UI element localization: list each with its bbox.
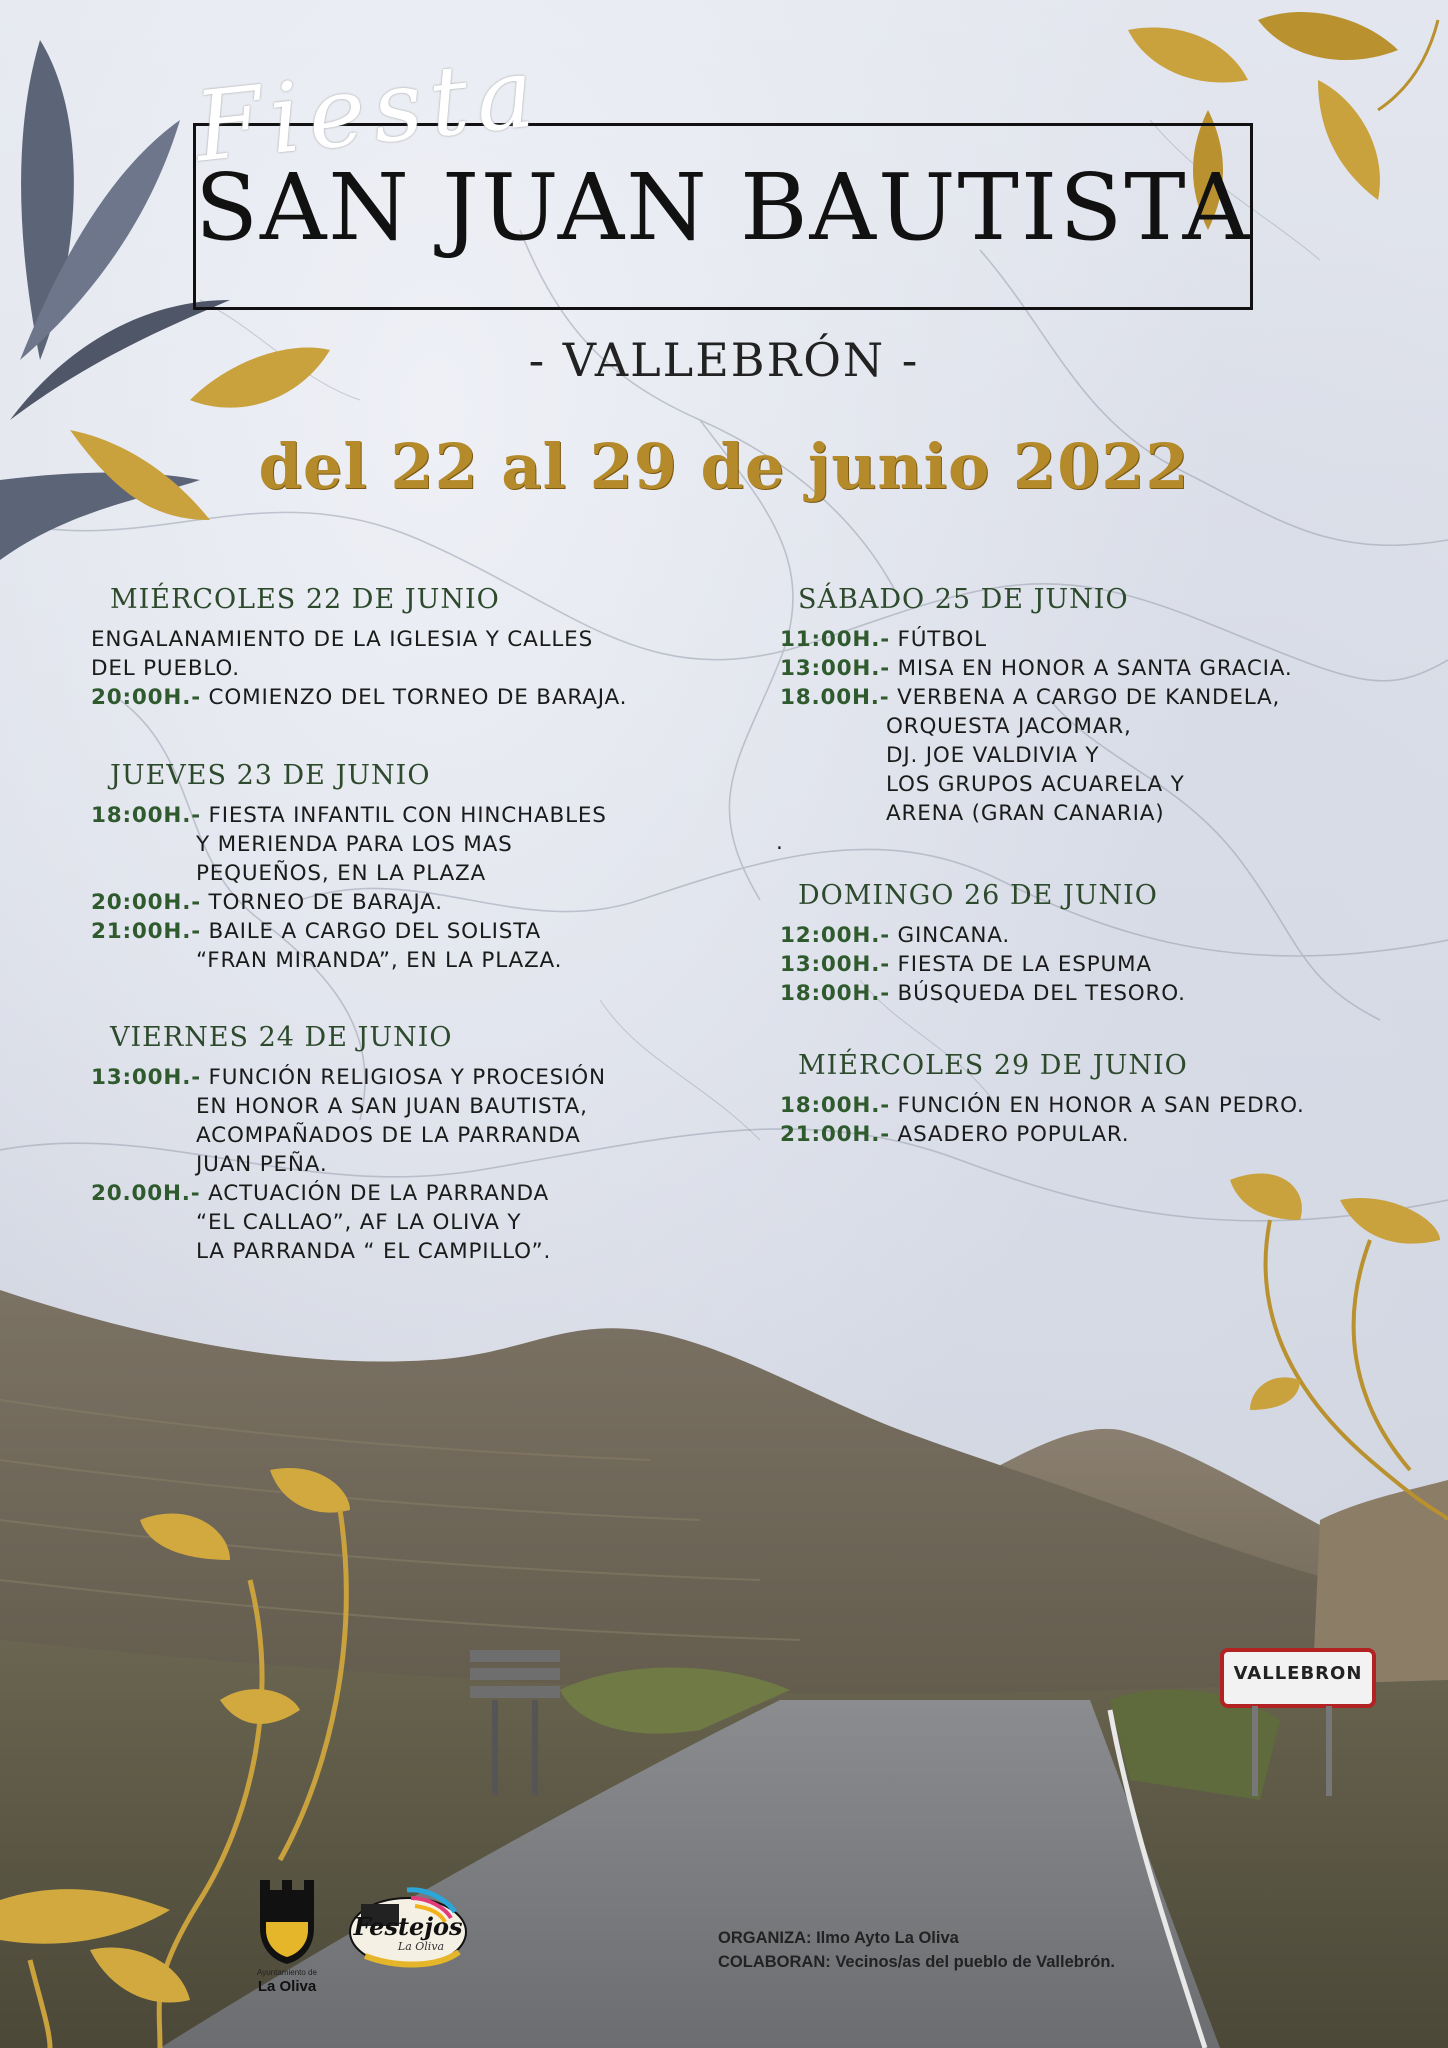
- event-line: [780, 981, 1186, 1006]
- event-line: [886, 714, 1132, 739]
- event-line: [780, 952, 1152, 977]
- event-line: [886, 801, 1164, 826]
- event-line: [780, 923, 1010, 948]
- event-line: [91, 1065, 606, 1090]
- village-subtitle: - VALLEBRÓN -: [528, 333, 920, 387]
- event-line: [196, 948, 562, 973]
- event-description: COMIENZO DEL TORNEO DE BARAJA.: [200, 685, 628, 710]
- event-description: VERBENA A CARGO DE KANDELA,: [889, 685, 1281, 710]
- event-line: [91, 803, 607, 828]
- day-title: SÁBADO 25 DE JUNIO: [798, 584, 1129, 615]
- event-time: 21:00H.-: [91, 919, 201, 944]
- event-line: [91, 919, 541, 944]
- event-line: [780, 685, 1280, 710]
- event-description: ARENA (GRAN CANARIA): [886, 801, 1165, 826]
- organiza-value: Ilmo Ayto La Oliva: [811, 1929, 959, 1947]
- festejos-name-label: Festejos: [353, 1912, 463, 1941]
- event-description: TORNEO DE BARAJA.: [200, 890, 443, 915]
- town-sign-label: VALLEBRON: [1233, 1663, 1363, 1684]
- festival-dates: del 22 al 29 de junio 2022: [258, 430, 1190, 503]
- organiza-label: ORGANIZA:: [718, 1929, 812, 1947]
- flower-decoration-right: [1210, 1140, 1448, 1520]
- event-line: [196, 1239, 551, 1264]
- event-description: FIESTA INFANTIL CON HINCHABLES: [200, 803, 607, 828]
- event-line: [91, 656, 240, 681]
- colaboran-line: [718, 1950, 1115, 1974]
- event-line: [780, 1122, 1129, 1147]
- event-description: BÚSQUEDA DEL TESORO.: [889, 981, 1186, 1006]
- day-title: JUEVES 23 DE JUNIO: [110, 760, 431, 791]
- dot-separator: .: [776, 830, 784, 855]
- event-time: 18.00H.-: [780, 685, 890, 710]
- event-description: EN HONOR A SAN JUAN BAUTISTA,: [196, 1094, 588, 1119]
- event-time: 18:00H.-: [780, 981, 890, 1006]
- event-line: [196, 1123, 581, 1148]
- event-description: ENGALANAMIENTO DE LA IGLESIA Y CALLES: [91, 627, 594, 652]
- event-description: LA PARRANDA “ EL CAMPILLO”.: [196, 1239, 552, 1264]
- day-title: MIÉRCOLES 29 DE JUNIO: [798, 1050, 1188, 1081]
- event-line: [91, 890, 443, 915]
- festejos-sub-label: La Oliva: [397, 1940, 445, 1953]
- fiesta-script: Fiesta: [189, 35, 547, 184]
- event-description: “EL CALLAO”, AF LA OLIVA Y: [196, 1210, 522, 1235]
- organiza-line: [718, 1926, 1115, 1950]
- event-line: [91, 627, 593, 652]
- event-line: [196, 1152, 328, 1177]
- event-description: ACOMPAÑADOS DE LA PARRANDA: [196, 1123, 581, 1148]
- event-line: [91, 685, 627, 710]
- event-line: [196, 1210, 521, 1235]
- event-description: FIESTA DE LA ESPUMA: [889, 952, 1152, 977]
- colaboran-value: Vecinos/as del pueblo de Vallebrón.: [830, 1953, 1116, 1971]
- ayto-small-label: Ayuntamiento de: [257, 1968, 317, 1977]
- main-title: SAN JUAN BAUTISTA: [194, 154, 1252, 261]
- event-line: [886, 772, 1185, 797]
- event-description: FUNCIÓN RELIGIOSA Y PROCESIÓN: [200, 1065, 606, 1090]
- event-description: FÚTBOL: [889, 627, 987, 652]
- day-title: MIÉRCOLES 22 DE JUNIO: [110, 584, 500, 615]
- event-description: Y MERIENDA PARA LOS MAS: [196, 832, 513, 857]
- event-time: 11:00H.-: [780, 627, 890, 652]
- event-time: 13:00H.-: [91, 1065, 201, 1090]
- ayto-name-label: La Oliva: [257, 1978, 317, 1995]
- event-line: [91, 1181, 549, 1206]
- flower-decoration-bottom-left: [0, 1440, 380, 2048]
- event-description: JUAN PEÑA.: [196, 1152, 328, 1177]
- event-description: DJ. JOE VALDIVIA Y: [886, 743, 1100, 768]
- event-line: [196, 832, 513, 857]
- event-line: [780, 627, 987, 652]
- event-description: BAILE A CARGO DEL SOLISTA: [200, 919, 542, 944]
- event-description: ASADERO POPULAR.: [889, 1122, 1130, 1147]
- event-time: 18:00H.-: [780, 1093, 890, 1118]
- event-time: 18:00H.-: [91, 803, 201, 828]
- event-line: [196, 861, 486, 886]
- event-description: ORQUESTA JACOMAR,: [886, 714, 1132, 739]
- event-description: ACTUACIÓN DE LA PARRANDA: [200, 1181, 550, 1206]
- colaboran-label: COLABORAN:: [718, 1953, 831, 1971]
- event-description: FUNCIÓN EN HONOR A SAN PEDRO.: [889, 1093, 1305, 1118]
- event-description: GINCANA.: [889, 923, 1011, 948]
- credits: [718, 1926, 1115, 1974]
- event-description: MISA EN HONOR A SANTA GRACIA.: [889, 656, 1293, 681]
- event-time: 20.00H.-: [91, 1181, 201, 1206]
- event-line: [780, 1093, 1305, 1118]
- event-time: 20:00H.-: [91, 685, 201, 710]
- event-time: 12:00H.-: [780, 923, 890, 948]
- event-description: LOS GRUPOS ACUARELA Y: [886, 772, 1185, 797]
- event-description: “FRAN MIRANDA”, EN LA PLAZA.: [196, 948, 563, 973]
- event-description: PEQUEÑOS, EN LA PLAZA: [196, 861, 487, 886]
- day-title: DOMINGO 26 DE JUNIO: [798, 880, 1158, 911]
- event-line: [196, 1094, 588, 1119]
- event-line: [886, 743, 1099, 768]
- day-title: VIERNES 24 DE JUNIO: [110, 1022, 453, 1053]
- event-time: 20:00H.-: [91, 890, 201, 915]
- event-line: [780, 656, 1293, 681]
- event-description: DEL PUEBLO.: [91, 656, 240, 681]
- event-time: 13:00H.-: [780, 656, 890, 681]
- event-time: 21:00H.-: [780, 1122, 890, 1147]
- event-time: 13:00H.-: [780, 952, 890, 977]
